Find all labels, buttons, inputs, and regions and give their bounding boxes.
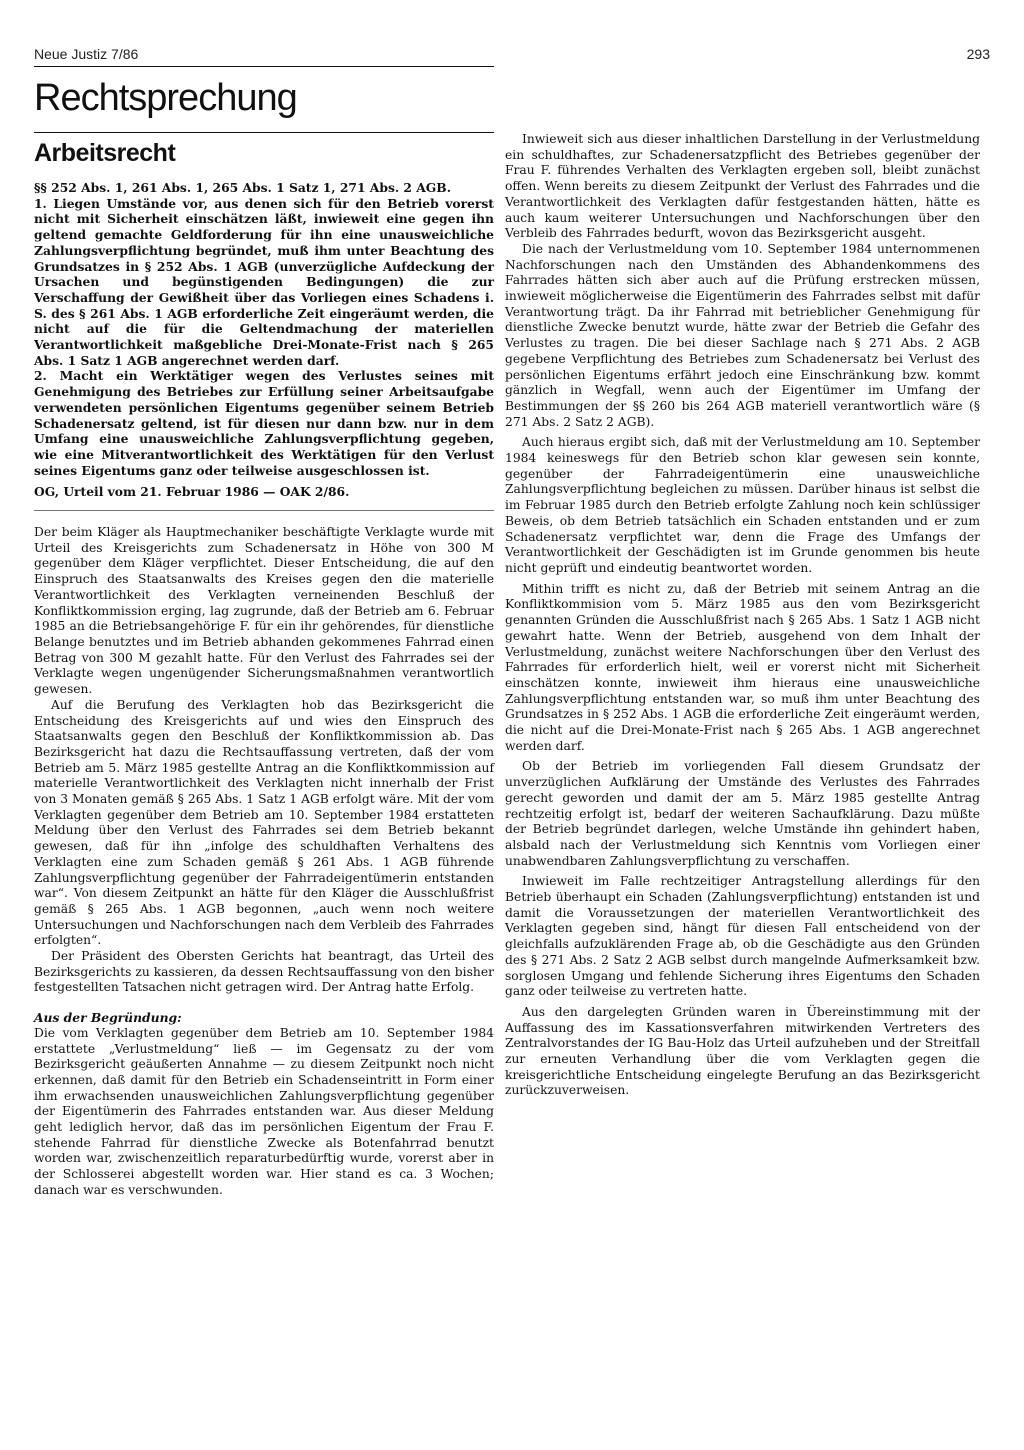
right-column	[505, 132, 980, 1099]
running-head	[34, 46, 990, 62]
section-title: Rechtsprechung	[34, 77, 297, 119]
facts-paragraph: Der beim Kläger als Hauptmechaniker beschäftigte Verklagte wurde mit Urteil des Kreisgerichts zum Schadenersatz in Höhe von 300 M gegenüber dem Kläger verpflichtet. Dieser Entscheidung, die auf den Einspruch des Staatsanwalts des Kreises gegen den die materielle Verantwortlichkeit des Verklagten verneinenden Beschluß der Konfliktkommission erging, lag zugrunde, daß der Betrieb am 6. Februar 1985 an die Betriebsangehörige F. für ein ihr gehörendes, für dienstliche Belange benutztes und im Betrieb abhanden gekommenes Fahrrad einen Betrag von 300 M gezahlt hatte. Für den Verlust des Fahrrades sei der Verklagte wegen ungenügender Sicherungsmaßnahmen verantwortlich gewesen.	[34, 525, 494, 697]
headnote-1: 1. Liegen Umstände vor, aus denen sich für den Betrieb vorerst nicht mit Sicherheit einschätzen läßt, inwieweit eine gegen ihn geltend gemachte Geldforderung für ihn eine unausweichliche Zahlungsverpflichtung begründet, muß ihm unter Beachtung des Grundsatzes in § 252 Abs. 1 AGB (unverzügliche Aufdeckung der Ursachen und begünstigenden Bedingungen) die zur Verschaffung der Gewißheit über das Vorliegen eines Schadens i. S. des § 261 Abs. 1 AGB erforderliche Zeit eingeräumt werden, die nicht auf die für die Geltendmachung der materiellen Verantwortlichkeit maßgebliche Drei-Monate-Frist nach § 265 Abs. 1 Satz 1 AGB angerechnet werden darf.	[34, 195, 494, 368]
left-column	[34, 180, 494, 1199]
norms-line: §§ 252 Abs. 1, 261 Abs. 1, 265 Abs. 1 Satz 1, 271 Abs. 2 AGB.	[34, 180, 451, 195]
section-rule	[34, 132, 494, 133]
decision-citation: OG, Urteil vom 21. Februar 1986 — OAK 2/86.	[34, 484, 350, 500]
body-paragraph: Mithin trifft es nicht zu, daß der Betrieb mit seinem Antrag an die Konfliktkommision vom 5. März 1985 aus den vom Bezirksgericht genannten Gründen die Ausschlußfrist nach § 265 Abs. 1 Satz 1 AGB nicht gewahrt hatte. Wenn der Betrieb, ausgehend von dem Inhalt der Verlustmeldung, zunächst weitere Nachforschungen über den Verlust des Fahrrades für erforderlich hielt, weil er vorerst nicht mit Sicherheit einschätzen konnte, inwieweit ihm hieraus eine unausweichliche Zahlungsverpflichtung entstanden war, so muß ihm unter Beachtung des Grundsatzes in § 252 Abs. 1 AGB die erforderliche Zeit eingeräumt werden, die nicht auf die Drei-Monate-Frist nach § 265 Abs. 1 AGB angerechnet werden darf.	[505, 581, 980, 753]
facts-paragraph: Der Präsident des Obersten Gerichts hat beantragt, das Urteil des Bezirksgerichts zu kassieren, da dessen Rechtsauffassung von den bisher festgestellten Tatsachen nicht getragen wird. Der Antrag hatte Erfolg.	[34, 949, 494, 995]
subsection-title: Arbeitsrecht	[34, 139, 176, 167]
journal-issue: Neue Justiz 7/86	[34, 46, 139, 62]
reasons-paragraph: Die vom Verklagten gegenüber dem Betrieb am 10. September 1984 erstattete „Verlustmeldung“ ließ — im Gegensatz zu der vom Bezirksgericht geäußerten Annahme — zu diesem Zeitpunkt noch nicht erkennen, daß damit für den Betrieb ein Schadenseintritt in Form einer ihm erwachsenden unausweichlichen Zahlungsverpflichtung gegenüber der Eigentümerin des Fahrrades entstanden war. Aus dieser Meldung geht lediglich hervor, daß das im persönlichen Eigentum der Frau F. stehende Fahrrad für dienstliche Zwecke als Botenfahrrad benutzt worden war, zwischenzeitlich reparaturbedürftig wurde, vorerst aber in der Schlosserei abgestellt worden war. Hier stand es ca. 3 Wochen; danach war es verschwunden.	[34, 1025, 494, 1197]
body-paragraph: Ob der Betrieb im vorliegenden Fall diesem Grundsatz der unverzüglichen Aufklärung der Umstände des Verlustes des Fahrrades gerecht geworden und damit der am 5. März 1985 gestellte Antrag rechtzeitig erfolgt ist, bedarf der weiteren Sachaufklärung. Dazu müßte der Betrieb begründet darlegen, welche Umstände ihn gehindert haben, alsbald nach der Verlustmeldung sich Kenntnis vom Vorliegen einer unabwendbaren Zahlungsverpflichtung zu verschaffen.	[505, 759, 980, 868]
body-paragraph: Aus den dargelegten Gründen waren in Übereinstimmung mit der Auffassung des im Kassationsverfahren mitwirkenden Vertreters des Zentralvorstandes der IG Bau-Holz das Urteil aufzuheben und der Streitfall zur erneuten Verhandlung über die vom Verklagten gegen die kreisgerichtliche Entscheidung eingelegte Berufung an das Bezirksgericht zurückzuverweisen.	[505, 1004, 980, 1098]
page-number: 293	[966, 46, 990, 62]
reasons-heading: Aus der Begründung:	[34, 1010, 182, 1026]
separator	[34, 510, 494, 511]
body-paragraph: Inwieweit sich aus dieser inhaltlichen Darstellung in der Verlustmeldung ein schuldhaftes, zur Schadenersatzpflicht des Betriebes gegenüber der Frau F. führendes Verhalten des Verklagten ergeben soll, bleibt zunächst offen. Wenn bereits zu diesem Zeitpunkt der Verlust des Fahrrades und die Verantwortlichkeit des Verklagten dafür festgestanden hätten, hätte es auch kaum weiterer Untersuchungen und Nachforschungen über den Verbleib des Fahrrades bedurft, wovon das Bezirksgericht ausgeht.	[505, 132, 980, 241]
body-paragraph: Auch hieraus ergibt sich, daß mit der Verlustmeldung am 10. September 1984 keineswegs für den Betrieb schon klar gewesen sein konnte, gegenüber der Fahrradeigentümerin eine unausweichliche Zahlungsverpflichtung begleichen zu müssen. Darüber hinaus ist selbst die im Februar 1985 durch den Betrieb erfolgte Zahlung noch kein schlüssiger Beweis, ob dem Betrieb tatsächlich ein Schaden entstanden und er zum Schadenersatz verpflichtet war, denn die Frage des Umfangs der Verantwortlichkeit der Geschädigten ist im Grunde genommen bis heute nicht geprüft und eindeutig beantwortet worden.	[505, 435, 980, 575]
body-paragraph: Inwieweit im Falle rechtzeitiger Antragstellung allerdings für den Betrieb überhaupt ein Schaden (Zahlungsverpflichtung) entstanden ist und damit die Voraussetzungen der materiellen Verantwortlichkeit des Verklagten gegeben sind, hängt für diesen Fall entscheidend von der gleichfalls aufzuklärenden Frage ab, ob die Geschädigte aus den Gründen des § 271 Abs. 2 Satz 2 AGB selbst durch mangelnde Aufmerksamkeit bzw. sorglosen Umgang und fehlende Sicherung ihres Eigentums den Schaden ganz oder teilweise zu vertreten hatte.	[505, 874, 980, 999]
header-rule	[34, 66, 494, 67]
headnote-2: 2. Macht ein Werktätiger wegen des Verlustes seines mit Genehmigung des Betriebes zur Erfüllung seiner Arbeitsaufgabe verwendeten persönlichen Eigentums gegenüber seinem Betrieb Schadenersatz geltend, ist für diesen nur dann bzw. nur in dem Umfang eine unausweichliche Zahlungsverpflichtung gegeben, wie eine Mitverantwortlichkeit des Werktätigen für den Verlust seines Eigentums ganz oder teilweise ausgeschlossen ist.	[34, 368, 494, 478]
body-paragraph: Die nach der Verlustmeldung vom 10. September 1984 unternommenen Nachforschungen nach den Umständen des Abhandenkommens des Fahrrades hätten sich aber auch auf die Prüfung erstrecken müssen, inwieweit möglicherweise die Eigentümerin des Fahrrades selbst mit dafür Verantwortung trägt. Da ihr Fahrrad mit betrieblicher Genehmigung für dienstliche Zwecke benutzt wurde, hätte zwar der Betrieb die Gefahr des Verlustes zu tragen. Die bei dieser Sachlage nach § 271 Abs. 2 AGB gegebene Verpflichtung des Betriebes zum Schadenersatz bei Verlust des persönlichen Eigentums erfährt jedoch eine Einschränkung bzw. kommt gänzlich in Wegfall, wenn auch der Eigentümer im Umfang der Bestimmungen der §§ 260 bis 264 AGB materiell verantwortlich wäre (§ 271 Abs. 2 Satz 2 AGB).	[505, 241, 980, 429]
facts-paragraph: Auf die Berufung des Verklagten hob das Bezirksgericht die Entscheidung des Kreisgerichts auf und wies den Einspruch des Staatsanwalts gegen den Beschluß der Konfliktkommission ab. Das Bezirksgericht hat dazu die Rechtsauffassung vertreten, daß der vom Betrieb am 5. März 1985 gestellte Antrag an die Konfliktkommission auf materielle Verantwortlichkeit des Verklagten nicht innerhalb der Frist von 3 Monaten gemäß § 265 Abs. 1 Satz 1 AGB erfolgt wäre. Mit der vom Verklagten gegenüber dem Betrieb am 10. September 1984 erstatteten Meldung über den Verlust des Fahrrades sei dem Betrieb bekannt gewesen, daß für ihn „infolge des schuldhaften Verhaltens des Verklagten eine zum Schaden gemäß § 261 Abs. 1 AGB führende Zahlungsverpflichtung gegenüber der Fahrradeigentümerin entstanden war“. Von diesem Zeitpunkt an hätte für den Kläger die Ausschlußfrist gemäß § 265 Abs. 1 AGB begonnen, „auch wenn noch weitere Untersuchungen und Nachforschungen nach dem Verbleib des Fahrrades erfolgten“.	[34, 697, 494, 948]
